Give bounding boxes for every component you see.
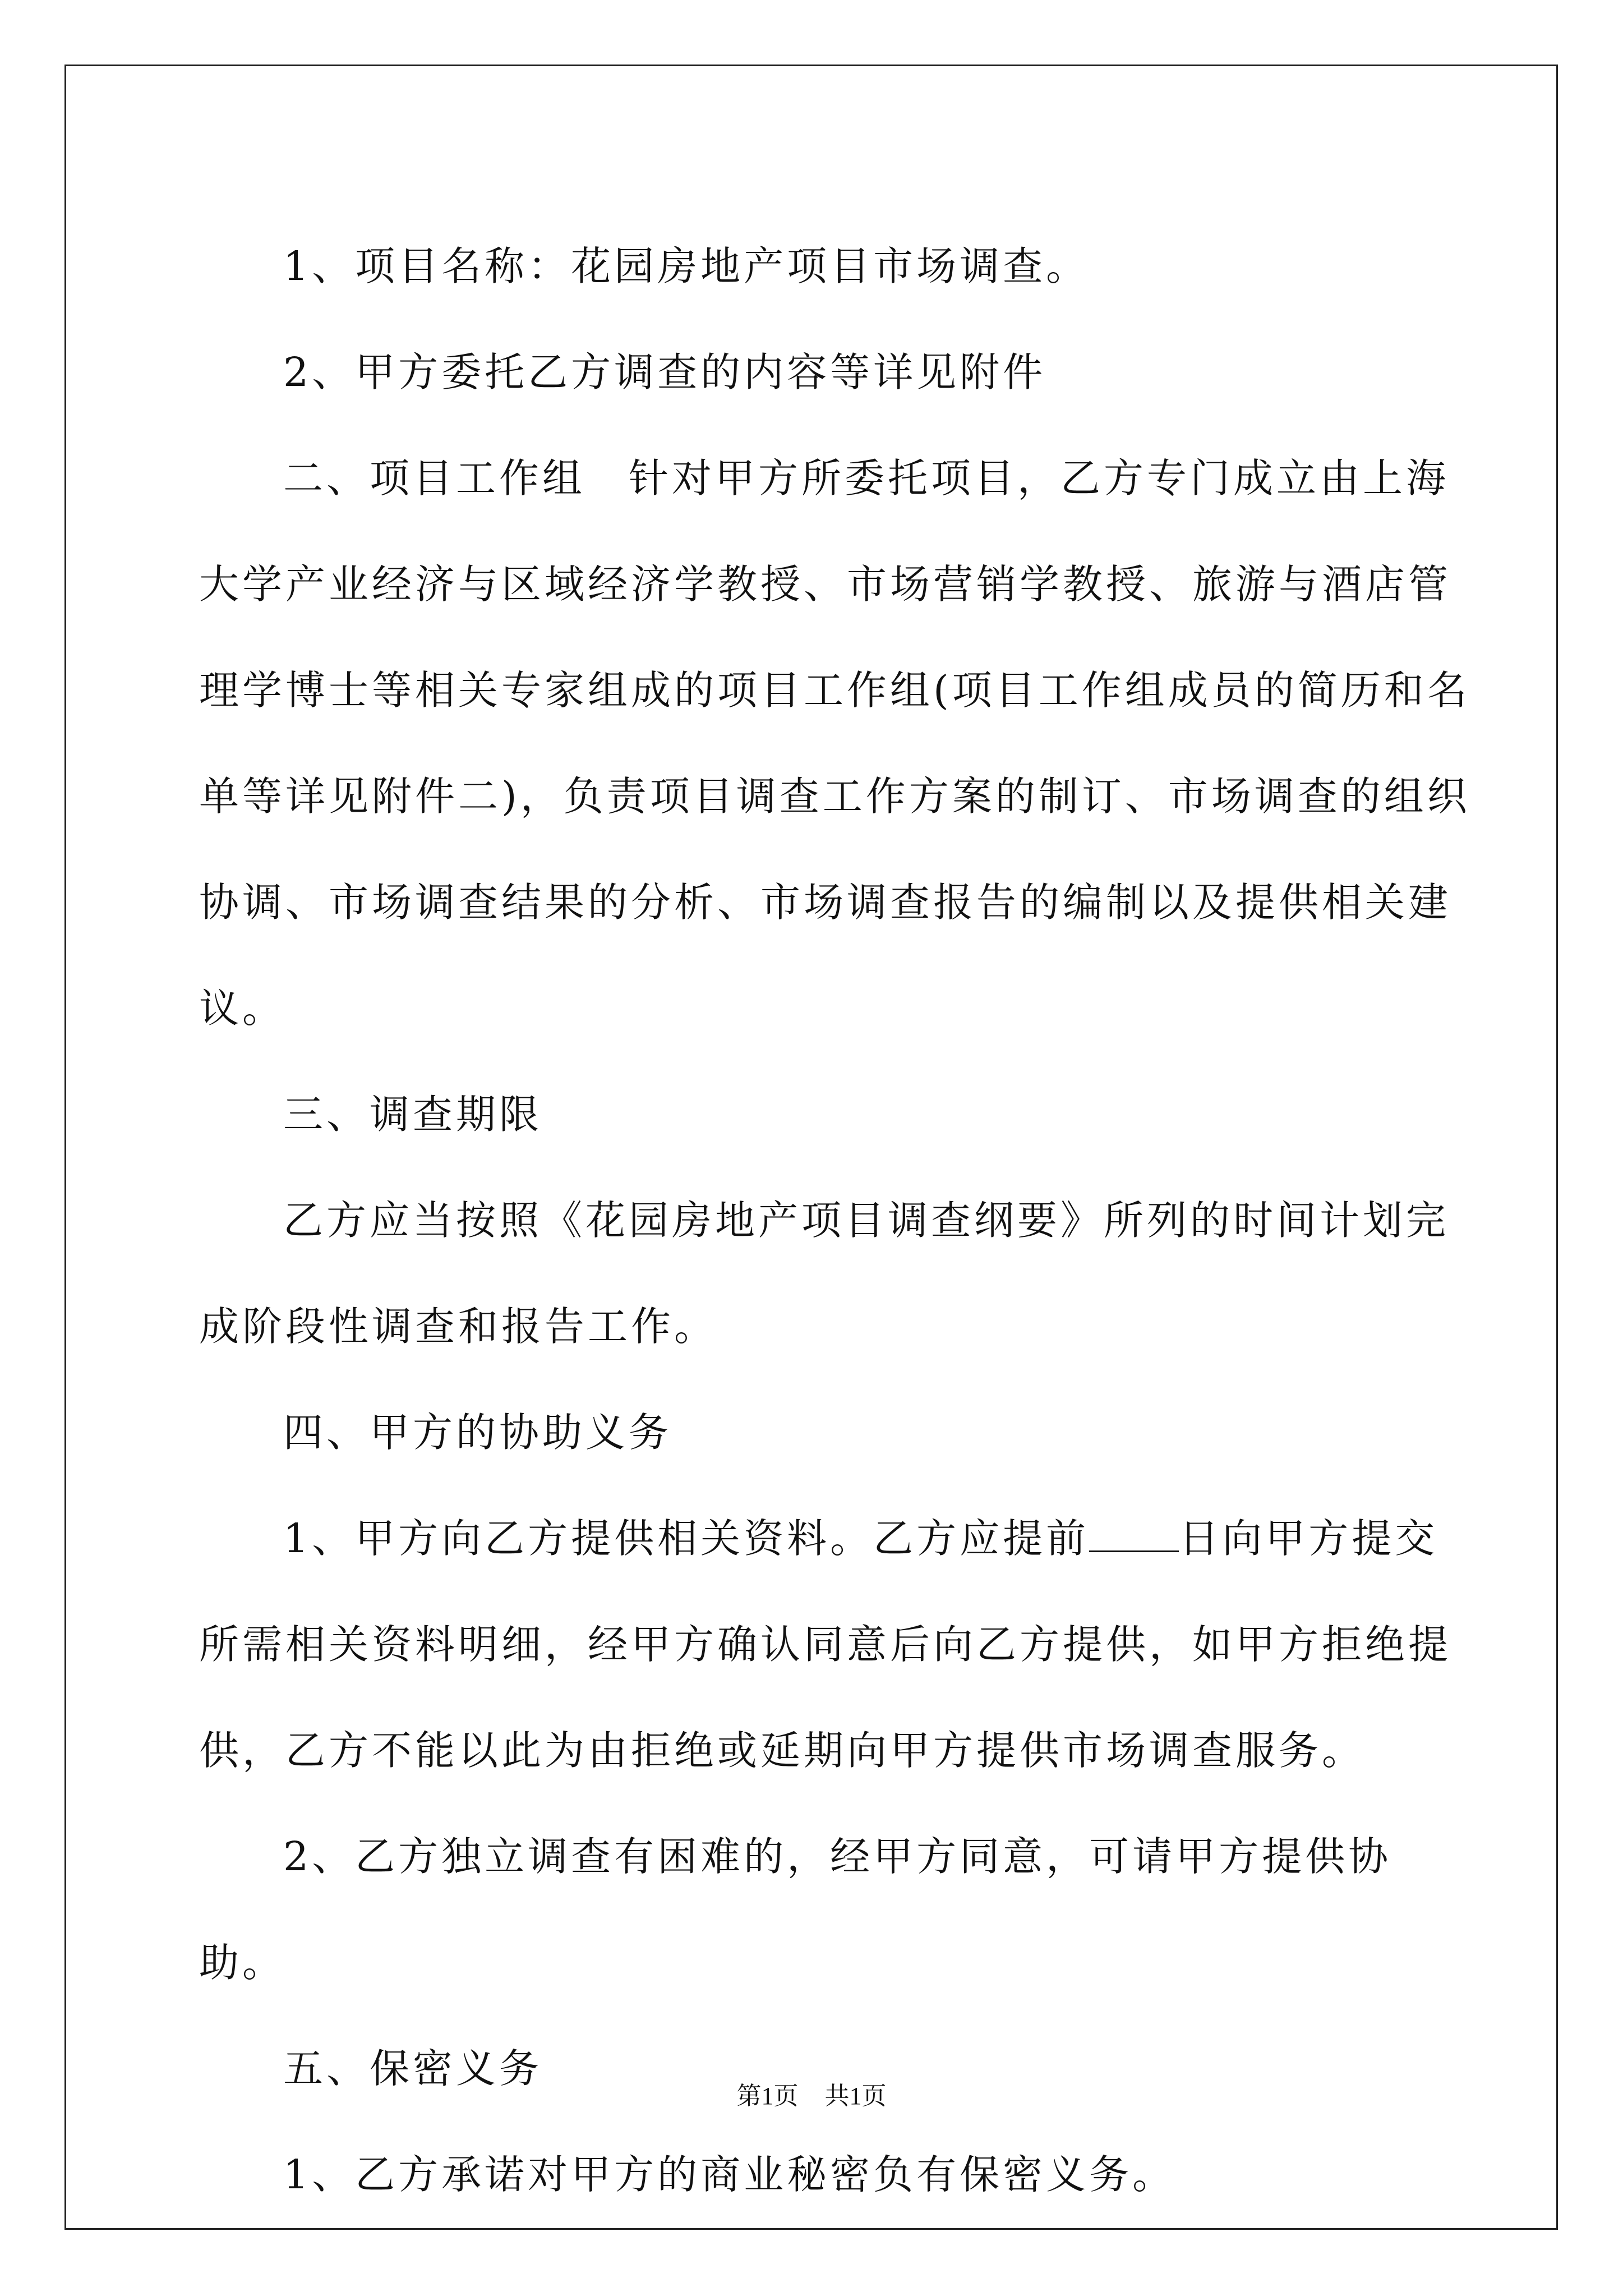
paragraph-survey-period: 乙方应当按照《花园房地产项目调查纲要》所列的时间计划完成阶段性调查和报告工作。 xyxy=(199,1197,1450,1350)
paragraph-confidentiality: 1、乙方承诺对甲方的商业秘密负有保密义务。 xyxy=(283,2151,1176,2198)
fill-in-blank-days[interactable] xyxy=(1089,1517,1179,1552)
page-footer xyxy=(0,2076,1623,2111)
paragraph-provide-materials xyxy=(199,1485,1478,1803)
paragraph-survey-content: 2、甲方委托乙方调查的内容等详见附件 xyxy=(283,349,1046,395)
paragraph-provide-materials-start: 1、甲方向乙方提供相关资料。乙方应提前 xyxy=(283,1515,1090,1562)
heading-confidentiality: 五、保密义务 xyxy=(283,2045,543,2092)
document-body xyxy=(199,213,1478,2228)
paragraph-assistance-request: 2、乙方独立调查有困难的，经甲方同意，可请甲方提供协助。 xyxy=(199,1833,1392,1986)
total-pages: 共1页 xyxy=(824,2082,887,2110)
paragraph-project-team: 二、项目工作组 针对甲方所委托项目，乙方专门成立由上海大学产业经济与区域经济学教授、市场营销学教授、旅游与酒店管理学博士等相关专家组成的项目工作组(项目工作组成员的简历和名单等详见附件二)，负责项目调查工作方案的制订、市场调查的组织协调、市场调查结果的分析、市场调查报告的编制以及提供相关建议。 xyxy=(199,455,1470,1032)
paragraph-project-name: 1、项目名称：花园房地产项目市场调查。 xyxy=(283,243,1090,289)
heading-party-a-assistance: 四、甲方的协助义务 xyxy=(283,1409,672,1456)
paragraph-provide-materials-end: 日向甲方提交所需相关资料明细，经甲方确认同意后向乙方提供，如甲方拒绝提供，乙方不能以此为由拒绝或延期向甲方提供市场调查服务。 xyxy=(199,1515,1452,1774)
page-number: 第1页 xyxy=(736,2082,799,2110)
heading-survey-period: 三、调查期限 xyxy=(283,1091,543,1138)
